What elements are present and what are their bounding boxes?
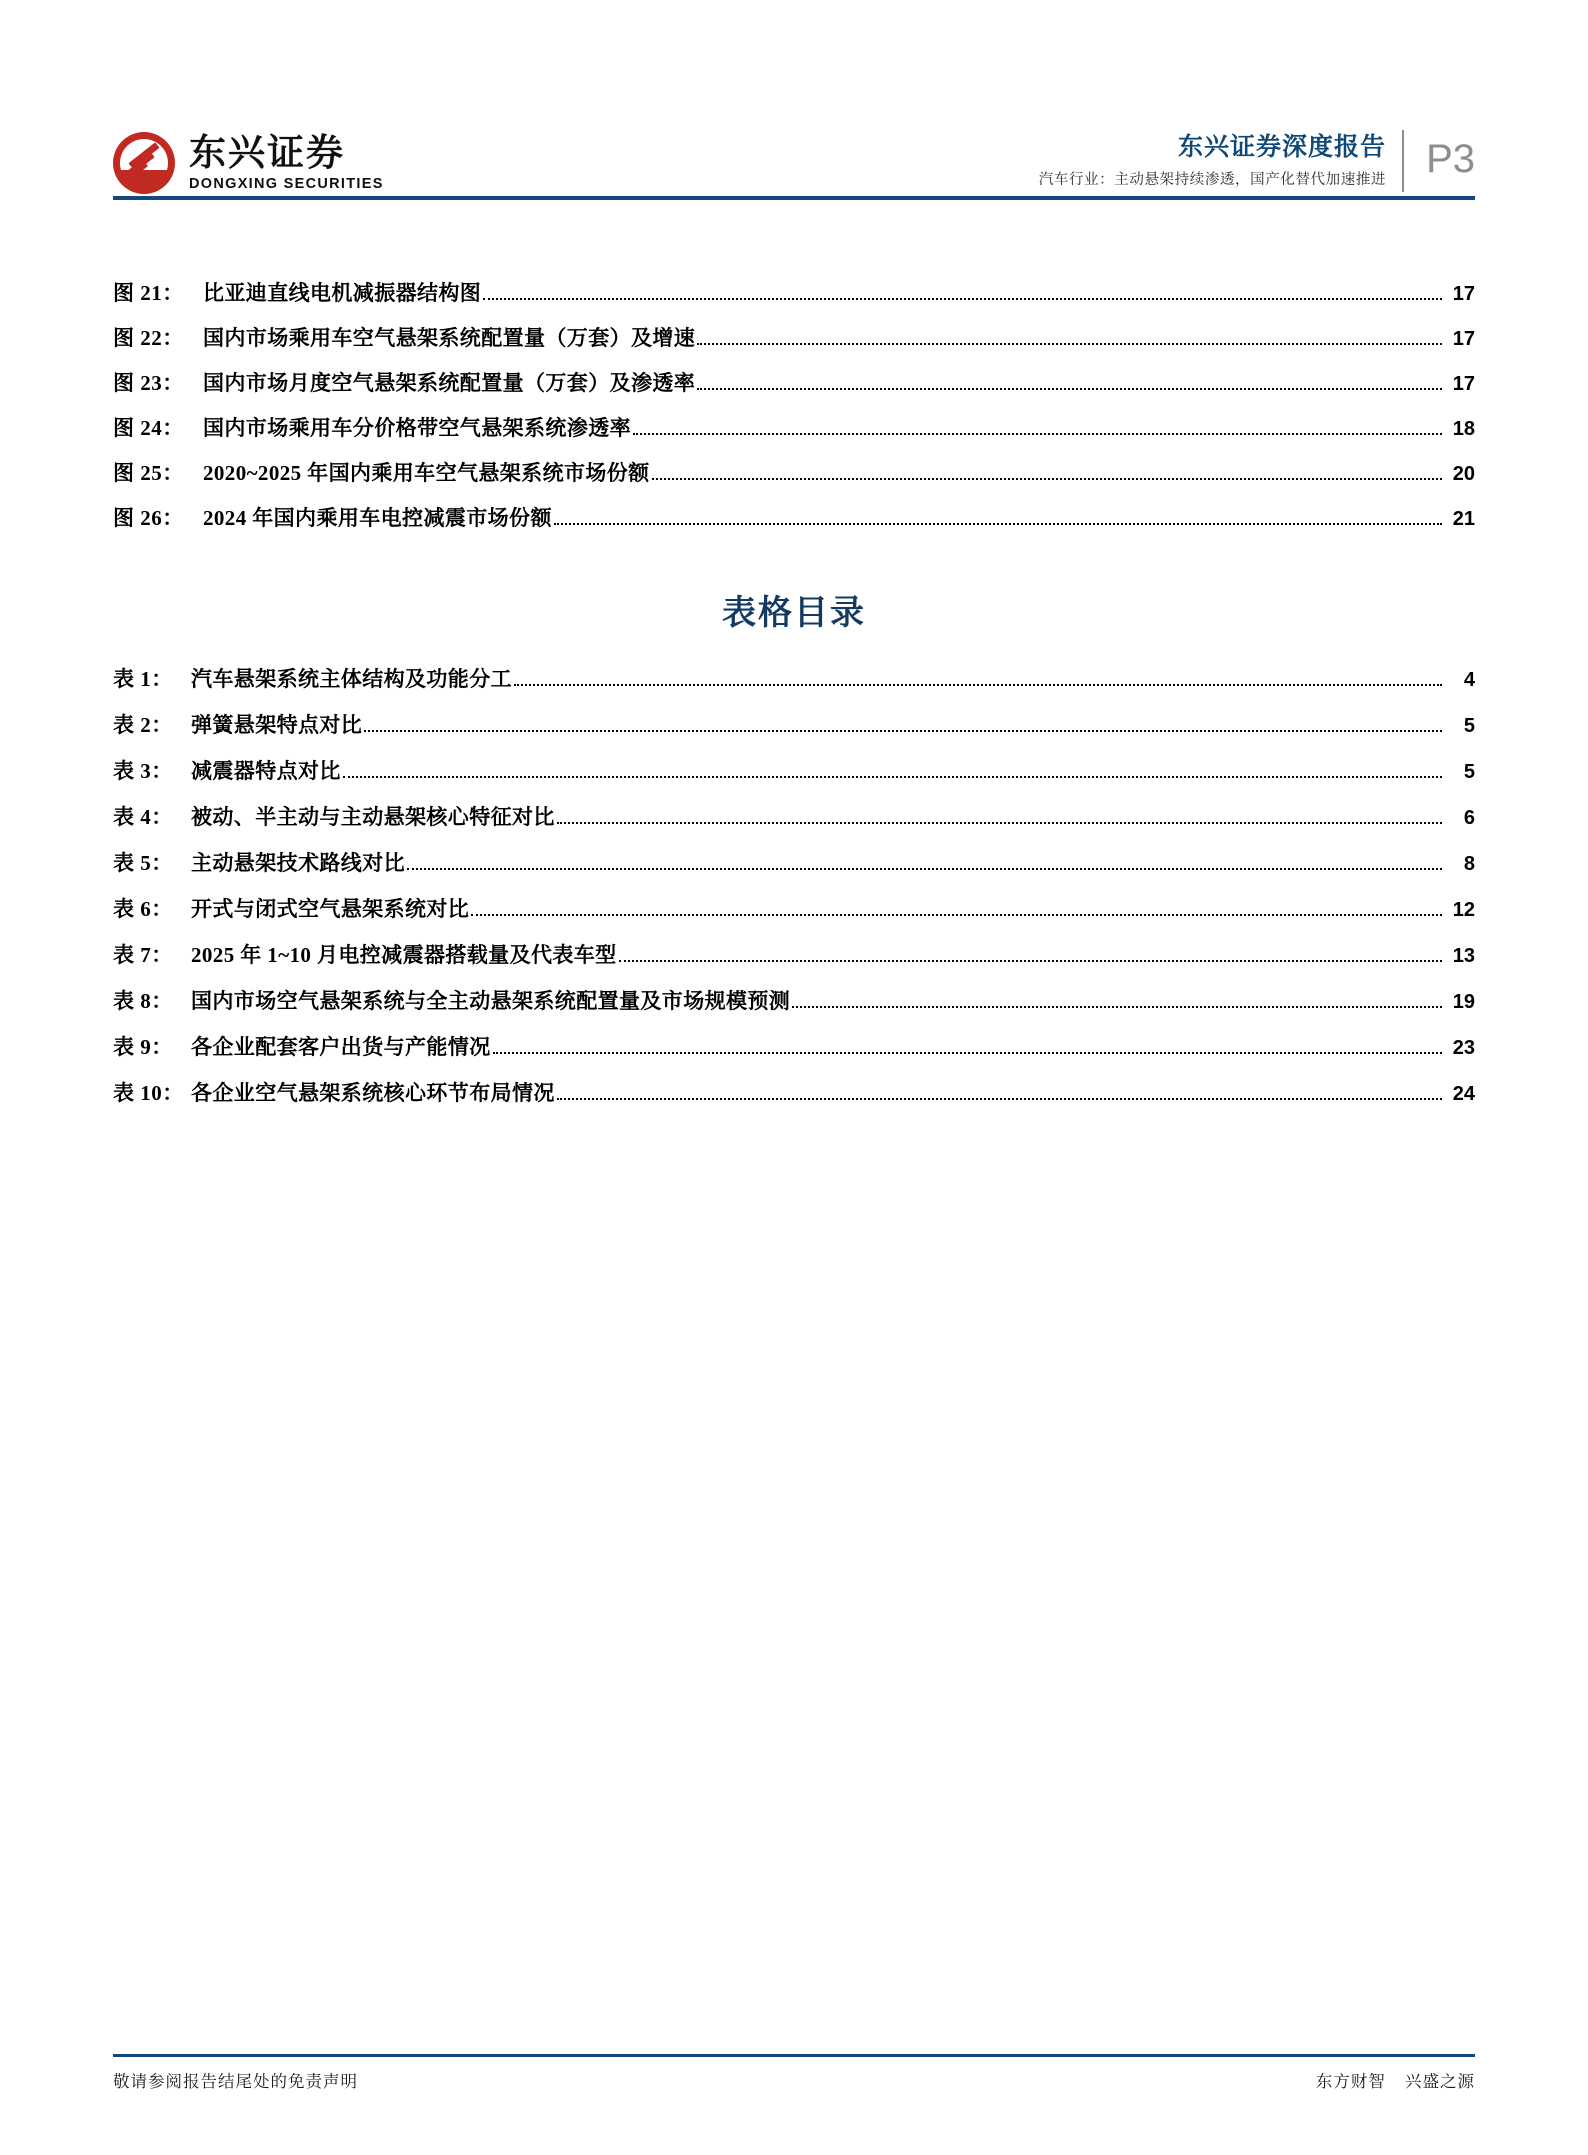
toc-entry-page: 19 (1452, 991, 1475, 1013)
page-number-label: P3 (1426, 137, 1475, 181)
toc-entry-figure-26[interactable] (113, 502, 1475, 547)
toc-entry-label: 表 1： (113, 667, 173, 691)
toc-entry-title: 2020~2025 年国内乘用车空气悬架系统市场份额 (203, 461, 650, 485)
footer-disclaimer-note: 敬请参阅报告结尾处的免责声明 (113, 2072, 358, 2091)
toc-entry-title: 比亚迪直线电机减振器结构图 (203, 281, 482, 305)
toc-entry-page: 5 (1463, 715, 1475, 737)
toc-entry-label: 表 3： (113, 759, 173, 783)
toc-entry-title: 主动悬架技术路线对比 (191, 851, 405, 875)
toc-entry-figure-24[interactable] (113, 412, 1475, 457)
header-right-group (1039, 130, 1475, 196)
footer-slogan-part-1: 东方财智 (1315, 2072, 1386, 2091)
toc-entry-table-4[interactable] (113, 801, 1475, 847)
toc-entry-table-10[interactable] (113, 1077, 1475, 1123)
toc-leader-dots (407, 867, 1442, 870)
report-title: 东兴证券深度报告 (1178, 133, 1387, 162)
footer-rule (113, 2054, 1475, 2057)
toc-entry-page: 17 (1452, 283, 1475, 305)
toc-entry-page: 20 (1452, 463, 1475, 485)
toc-leader-dots (557, 821, 1442, 824)
toc-entry-label: 图 23： (113, 371, 184, 395)
toc-entry-page: 12 (1452, 899, 1475, 921)
brand-text (189, 134, 384, 192)
toc-entry-page: 17 (1452, 373, 1475, 395)
toc-entry-label: 表 9： (113, 1035, 173, 1059)
toc-entry-title: 各企业空气悬架系统核心环节布局情况 (191, 1081, 555, 1105)
toc-entry-page: 23 (1452, 1037, 1475, 1059)
toc-entry-page: 13 (1452, 945, 1475, 967)
toc-entry-table-1[interactable] (113, 663, 1475, 709)
brand-lockup (113, 132, 384, 196)
toc-entry-title: 国内市场乘用车分价格带空气悬架系统渗透率 (203, 416, 631, 440)
toc-entry-title: 各企业配套客户出货与产能情况 (191, 1035, 491, 1059)
page-footer (113, 2068, 1475, 2092)
header-rule (113, 196, 1475, 200)
toc-entry-label: 图 26： (113, 506, 184, 530)
toc-entry-table-3[interactable] (113, 755, 1475, 801)
toc-leader-dots (697, 342, 1442, 345)
toc-entry-label: 图 21： (113, 281, 184, 305)
toc-entry-title: 2025 年 1~10 月电控减震器搭载量及代表车型 (191, 943, 617, 967)
toc-entry-table-2[interactable] (113, 709, 1475, 755)
toc-entry-label: 图 25： (113, 461, 184, 485)
header-divider (1402, 130, 1404, 192)
toc-leader-dots (514, 683, 1442, 686)
toc-entry-page: 6 (1463, 807, 1475, 829)
figure-contents-list (113, 277, 1475, 547)
toc-entry-label: 图 24： (113, 416, 184, 440)
toc-entry-page: 17 (1452, 328, 1475, 350)
toc-entry-page: 24 (1452, 1083, 1475, 1105)
toc-entry-page: 8 (1463, 853, 1475, 875)
report-subtitle: 汽车行业：主动悬架持续渗透，国产化替代加速推进 (1038, 172, 1387, 189)
toc-entry-title: 减震器特点对比 (191, 759, 341, 783)
toc-entry-figure-22[interactable] (113, 322, 1475, 367)
toc-entry-label: 图 22： (113, 326, 184, 350)
footer-slogan-part-2: 兴盛之源 (1405, 2072, 1475, 2091)
toc-entry-title: 汽车悬架系统主体结构及功能分工 (191, 667, 512, 691)
footer-slogan (1316, 2068, 1475, 2092)
toc-entry-table-9[interactable] (113, 1031, 1475, 1077)
table-contents-heading: 表格目录 (722, 594, 866, 632)
toc-entry-label: 表 4： (113, 805, 173, 829)
toc-entry-figure-23[interactable] (113, 367, 1475, 412)
toc-leader-dots (483, 297, 1442, 300)
toc-entry-page: 18 (1452, 418, 1475, 440)
toc-leader-dots (697, 387, 1442, 390)
toc-entry-title: 开式与闭式空气悬架系统对比 (191, 897, 470, 921)
toc-leader-dots (792, 1005, 1442, 1008)
toc-entry-label: 表 10： (113, 1081, 184, 1105)
toc-entry-title: 2024 年国内乘用车电控减震市场份额 (203, 506, 552, 530)
toc-leader-dots (652, 477, 1442, 480)
toc-entry-title: 国内市场月度空气悬架系统配置量（万套）及渗透率 (203, 371, 696, 395)
brand-name-cn: 东兴证券 (189, 132, 345, 174)
toc-entry-table-7[interactable] (113, 939, 1475, 985)
toc-entry-page: 21 (1452, 508, 1475, 530)
brand-name-en: DONGXING SECURITIES (189, 176, 384, 193)
toc-leader-dots (493, 1051, 1442, 1054)
toc-entry-label: 表 7： (113, 943, 173, 967)
toc-entry-label: 表 5： (113, 851, 173, 875)
toc-entry-figure-21[interactable] (113, 277, 1475, 322)
page-header (113, 118, 1475, 196)
toc-leader-dots (554, 522, 1442, 525)
toc-entry-label: 表 6： (113, 897, 173, 921)
toc-entry-label: 表 8： (113, 989, 173, 1013)
toc-entry-title: 弹簧悬架特点对比 (191, 713, 363, 737)
toc-leader-dots (557, 1097, 1442, 1100)
toc-entry-table-8[interactable] (113, 985, 1475, 1031)
toc-entry-title: 被动、半主动与主动悬架核心特征对比 (191, 805, 555, 829)
toc-entry-table-5[interactable] (113, 847, 1475, 893)
toc-entry-table-6[interactable] (113, 893, 1475, 939)
toc-entry-title: 国内市场空气悬架系统与全主动悬架系统配置量及市场规模预测 (191, 989, 791, 1013)
toc-leader-dots (343, 775, 1442, 778)
toc-leader-dots (633, 432, 1442, 435)
toc-entry-page: 4 (1463, 669, 1475, 691)
toc-entry-page: 5 (1463, 761, 1475, 783)
dongxing-circle-logo-icon (113, 132, 175, 194)
table-contents-list (113, 663, 1475, 1123)
toc-leader-dots (364, 729, 1442, 732)
toc-leader-dots (619, 959, 1442, 962)
toc-entry-label: 表 2： (113, 713, 173, 737)
toc-leader-dots (471, 913, 1442, 916)
toc-entry-figure-25[interactable] (113, 457, 1475, 502)
header-title-group (1039, 132, 1402, 190)
toc-entry-title: 国内市场乘用车空气悬架系统配置量（万套）及增速 (203, 326, 696, 350)
